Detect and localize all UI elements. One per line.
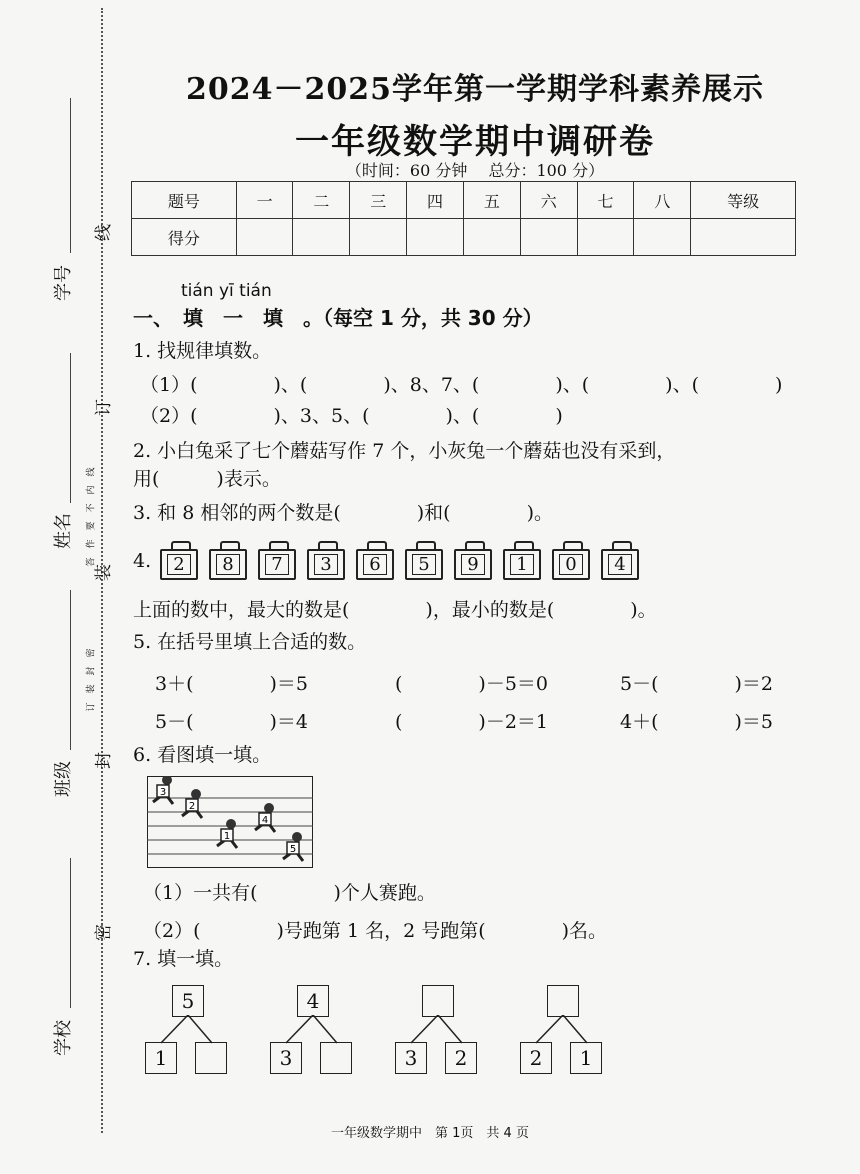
tree-branches [270, 1015, 360, 1045]
q1-title: 1. 找规律填数。 [133, 340, 272, 362]
tree-branches [395, 1015, 485, 1045]
q7-title: 7. 填一填。 [133, 948, 234, 970]
tree-left-box: 3 [395, 1042, 427, 1074]
number-card [405, 545, 443, 578]
tree-branches [520, 1015, 610, 1045]
q5-equation: 5－( )＝2 [620, 673, 774, 695]
runner [182, 789, 202, 818]
tree-right-box: 2 [445, 1042, 477, 1074]
q6-line2: （2）( )号跑第 1 名，2 号跑第( )名。 [143, 920, 608, 942]
number-card-value: 2 [167, 554, 191, 575]
score-input-cell[interactable] [520, 219, 577, 256]
score-input-cell[interactable] [691, 219, 796, 256]
label-xuehao: 学号 [53, 265, 74, 301]
runner [217, 819, 237, 848]
mark-mi: 密 [94, 924, 114, 941]
section1-pinyin: tián yī tián [181, 281, 272, 301]
score-input-cell[interactable] [236, 219, 293, 256]
section1-title: 一、 填 一 填 。（每空 1 分，共 30 分） [133, 306, 543, 330]
score-cell: 四 [407, 182, 464, 219]
q5-equation: ( )－5＝0 [395, 673, 549, 695]
q4-number: 4. [133, 550, 152, 572]
score-table-score-row [132, 219, 796, 256]
number-card [258, 545, 296, 578]
score-cell: 等级 [691, 182, 796, 219]
exam-subtitle: （时间：60 分钟 总分：100 分） [345, 161, 605, 180]
q3-line: 3. 和 8 相邻的两个数是( )和( )。 [133, 502, 553, 524]
number-card-value: 6 [363, 554, 387, 575]
race-picture [147, 776, 313, 868]
q1-line2: （2）( )、3、5、( )、( ) [140, 405, 563, 427]
tree-right-box[interactable] [320, 1042, 352, 1074]
score-input-cell[interactable] [350, 219, 407, 256]
exam-title-line1: 2024－2025学年第一学期学科素养展示 [186, 72, 764, 107]
q5-title: 5. 在括号里填上合适的数。 [133, 631, 367, 653]
q1-line1: （1）( )、( )、8、7、( )、( )、( ) [140, 374, 783, 396]
q5-equation: 4＋( )＝5 [620, 711, 774, 733]
xingming-blank [70, 353, 71, 503]
number-card-value: 9 [461, 554, 485, 575]
tree-top-box: 5 [172, 985, 204, 1017]
label-xingming: 姓名 [53, 513, 74, 549]
mark-feng: 封 [94, 752, 114, 769]
score-input-cell[interactable] [463, 219, 520, 256]
q6-line1: （1）一共有( )个人赛跑。 [143, 882, 436, 904]
number-card-value: 7 [265, 554, 289, 575]
tree-right-box[interactable] [195, 1042, 227, 1074]
xuexiao-blank [70, 858, 71, 1008]
tree-left-box: 1 [145, 1042, 177, 1074]
number-card-value: 0 [559, 554, 583, 575]
runner-number: 5 [289, 844, 297, 855]
tree-top-box[interactable] [422, 985, 454, 1017]
number-card-value: 8 [216, 554, 240, 575]
number-card [503, 545, 541, 578]
q2-line2: 用( )表示。 [133, 468, 281, 490]
number-card [307, 545, 345, 578]
score-input-cell[interactable] [577, 219, 634, 256]
score-input-cell[interactable] [634, 219, 691, 256]
mark-zhuang: 装 [94, 564, 114, 581]
score-cell: 七 [577, 182, 634, 219]
score-cell: 二 [293, 182, 350, 219]
score-table [131, 181, 796, 256]
number-card [209, 545, 247, 578]
page-footer: 一年级数学期中 第 1页 共 4 页 [331, 1126, 529, 1141]
score-cell: 得分 [132, 219, 237, 256]
q2-line1: 2. 小白兔采了七个蘑菇写作 7 个，小灰兔一个蘑菇也没有采到， [133, 440, 676, 462]
score-cell: 五 [463, 182, 520, 219]
runner [153, 776, 173, 804]
number-card [601, 545, 639, 578]
q5-equation: 3＋( )＝5 [155, 673, 309, 695]
mark-ding: 订 [94, 399, 114, 416]
runner-number: 4 [261, 815, 269, 826]
tree-right-box: 1 [570, 1042, 602, 1074]
side-note-top: 答 作 要 不 内 线 [86, 467, 97, 567]
side-note-bottom: 订 装 封 密 [86, 648, 97, 712]
q4-line: 上面的数中，最大的数是( )，最小的数是( )。 [133, 599, 657, 621]
score-cell: 六 [520, 182, 577, 219]
runner-number: 1 [223, 831, 231, 842]
number-card-value: 1 [510, 554, 534, 575]
tree-top-box[interactable] [547, 985, 579, 1017]
number-card-value: 4 [608, 554, 632, 575]
score-input-cell[interactable] [293, 219, 350, 256]
tree-top-box: 4 [297, 985, 329, 1017]
xuehao-blank [70, 98, 71, 253]
score-cell: 题号 [132, 182, 237, 219]
score-table-header-row [132, 182, 796, 219]
exam-title-line2: 一年级数学期中调研卷 [295, 122, 655, 162]
score-cell: 一 [236, 182, 293, 219]
runner [255, 803, 275, 832]
number-card [552, 545, 590, 578]
number-card-value: 5 [412, 554, 436, 575]
label-xuexiao: 学校 [53, 1020, 74, 1056]
number-card-value: 3 [314, 554, 338, 575]
label-banji: 班级 [53, 761, 74, 797]
tree-branches [145, 1015, 235, 1045]
mark-xian: 线 [94, 224, 114, 241]
runner [283, 832, 303, 861]
tree-left-box: 3 [270, 1042, 302, 1074]
tree-left-box: 2 [520, 1042, 552, 1074]
score-cell: 三 [350, 182, 407, 219]
runner-number: 3 [159, 787, 167, 798]
q6-title: 6. 看图填一填。 [133, 744, 272, 766]
number-card [160, 545, 198, 578]
q5-equation: ( )－2＝1 [395, 711, 549, 733]
number-card [454, 545, 492, 578]
banji-blank [70, 590, 71, 750]
score-cell: 八 [634, 182, 691, 219]
q5-equation: 5－( )＝4 [155, 711, 309, 733]
score-input-cell[interactable] [407, 219, 464, 256]
runner-number: 2 [188, 801, 196, 812]
number-card [356, 545, 394, 578]
